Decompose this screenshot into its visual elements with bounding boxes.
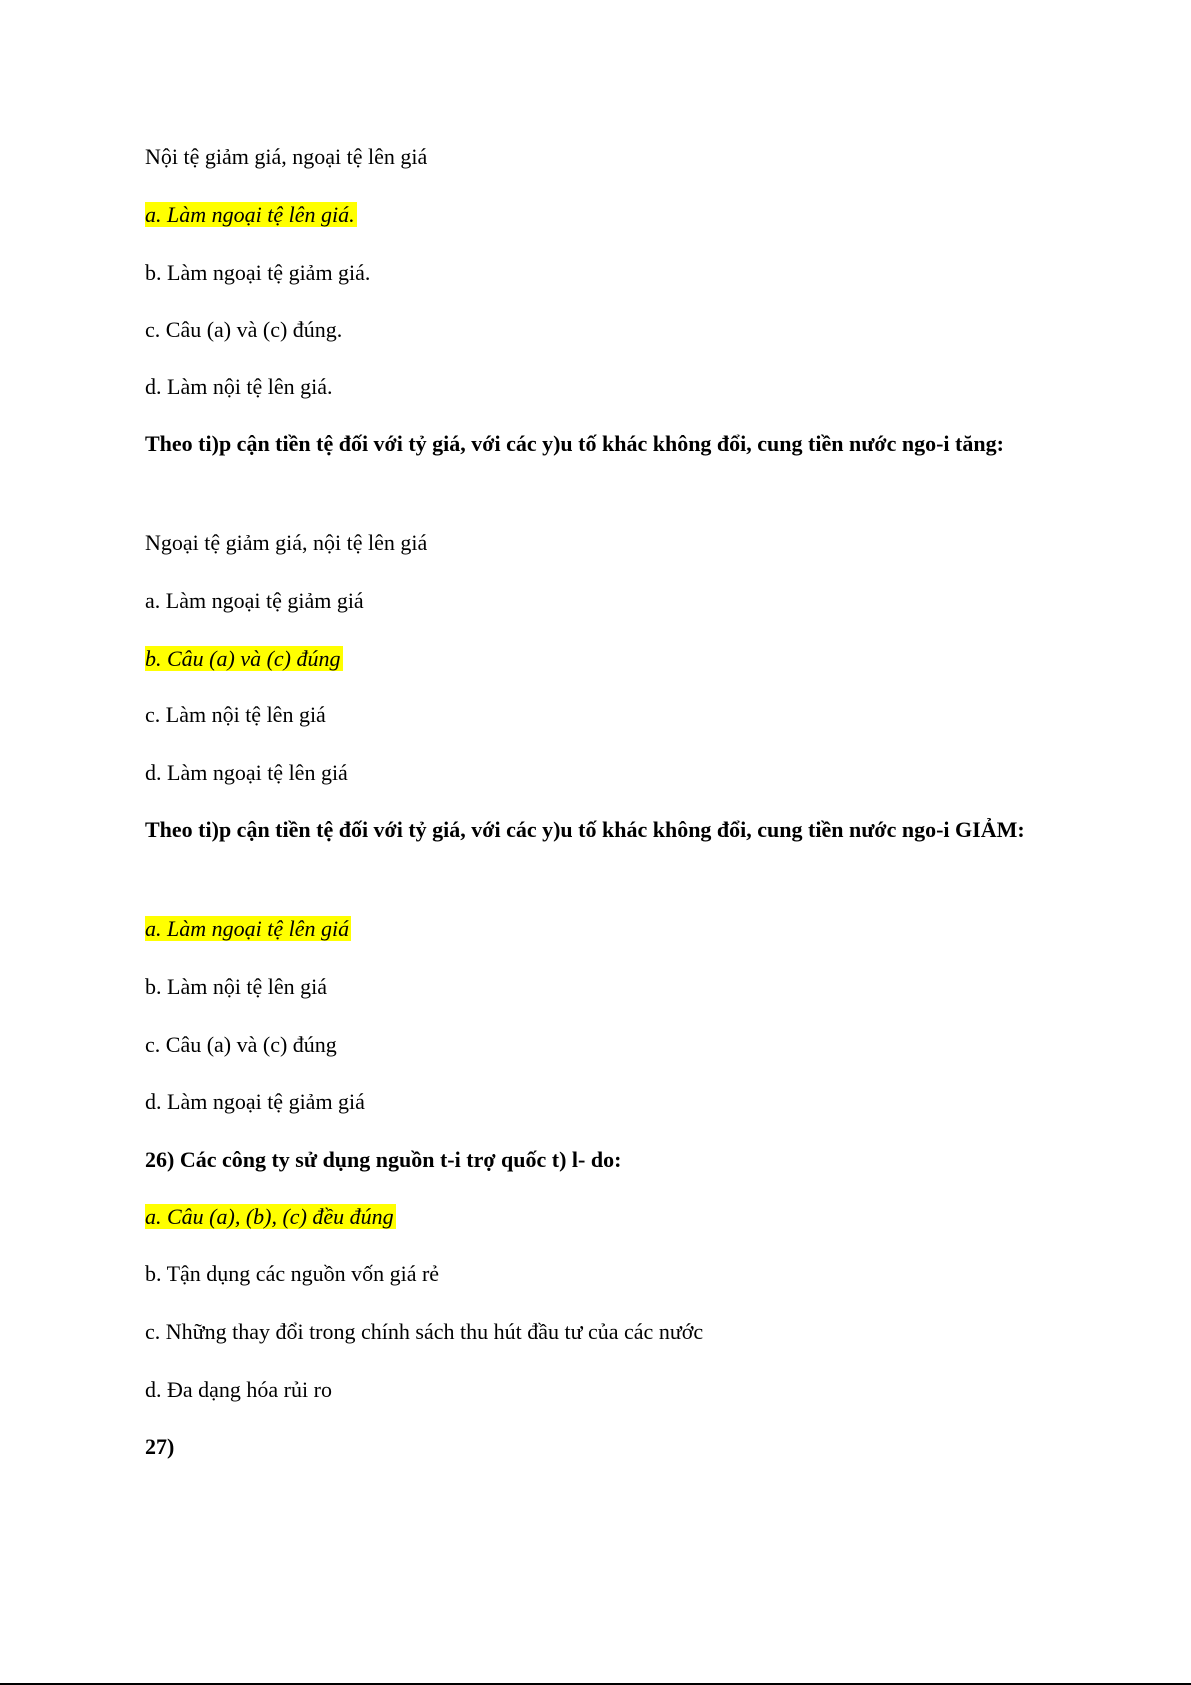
answer-option-c: c. Câu (a) và (c) đúng.	[145, 317, 343, 342]
answer-option-c: c. Những thay đổi trong chính sách thu hút đầu tư của các nước	[145, 1319, 704, 1344]
answer-option-a: a. Làm ngoại tệ giảm giá	[145, 588, 364, 613]
answer-option-b	[145, 645, 343, 673]
answer-option-d: d. Làm nội tệ lên giá.	[145, 374, 333, 399]
question-number: 27)	[145, 1434, 175, 1459]
answer-option-a	[145, 1203, 396, 1231]
answer-option-c: c. Làm nội tệ lên giá	[145, 702, 326, 727]
answer-option-c: c. Câu (a) và (c) đúng	[145, 1032, 337, 1057]
answer-option-b: b. Làm ngoại tệ giảm giá.	[145, 260, 371, 285]
answer-option-b: b. Làm nội tệ lên giá	[145, 974, 328, 999]
highlighted-answer: a. Làm ngoại tệ lên giá.	[145, 202, 355, 227]
question-heading: Theo ti)p cận tiền tệ đối với tỷ giá, với các y)u tố khác không đổi, cung tiền nước ngo-i tăng:	[145, 431, 1004, 456]
statement-line: Nội tệ giảm giá, ngoại tệ lên giá	[145, 144, 428, 169]
answer-option-a	[145, 201, 357, 229]
question-heading: Theo ti)p cận tiền tệ đối với tỷ giá, với các y)u tố khác không đổi, cung tiền nước ngo-i GIẢM:	[145, 817, 1025, 842]
answer-option-a	[145, 915, 351, 943]
statement-line: Ngoại tệ giảm giá, nội tệ lên giá	[145, 530, 428, 555]
question-heading: 26) Các công ty sử dụng nguồn t-i trợ quốc t) l- do:	[145, 1147, 622, 1172]
highlighted-answer: a. Câu (a), (b), (c) đều đúng	[145, 1204, 394, 1229]
answer-option-d: d. Làm ngoại tệ lên giá	[145, 760, 348, 785]
answer-option-d: d. Làm ngoại tệ giảm giá	[145, 1089, 365, 1114]
highlighted-answer: b. Câu (a) và (c) đúng	[145, 646, 341, 671]
answer-option-b: b. Tận dụng các nguồn vốn giá rẻ	[145, 1261, 440, 1286]
highlighted-answer: a. Làm ngoại tệ lên giá	[145, 916, 350, 941]
answer-option-d: d. Đa dạng hóa rủi ro	[145, 1377, 332, 1402]
